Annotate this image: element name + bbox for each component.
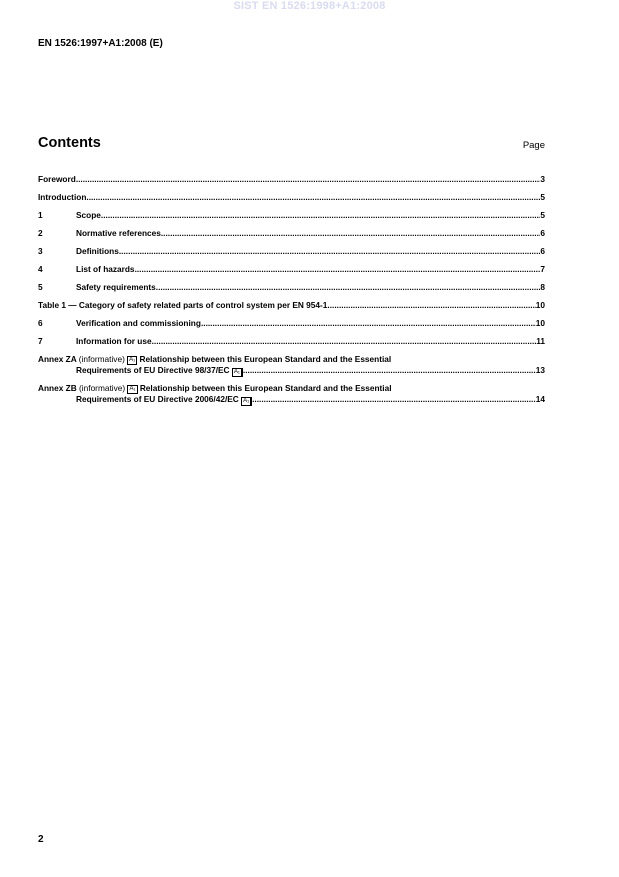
annex-title-line2: Requirements of EU Directive 98/37/EC xyxy=(76,365,230,375)
toc-entry-page: 5 xyxy=(540,210,545,220)
toc-entry-foreword[interactable] xyxy=(38,174,545,192)
toc-entry-page: 6 xyxy=(540,228,545,238)
toc-entry-page: 10 xyxy=(535,300,545,310)
toc-entry-introduction[interactable] xyxy=(38,192,545,210)
toc-entry-annex-zb[interactable] xyxy=(38,383,545,406)
watermark: SIST EN 1526:1998+A1:2008 xyxy=(233,0,386,12)
annex-label: Annex ZA xyxy=(38,354,77,364)
toc-entry-table-1[interactable] xyxy=(38,300,545,318)
toc-entry-page: 5 xyxy=(540,192,545,202)
amendment-start-marker-icon: A₁ xyxy=(129,357,136,363)
amendment-start-marker-icon: A₁ xyxy=(129,386,136,392)
toc-entry-number: 6 xyxy=(38,318,43,328)
amendment-end-marker-icon: A₁ xyxy=(241,397,252,406)
toc-entry-scope[interactable] xyxy=(38,210,545,228)
annex-title-line2: Requirements of EU Directive 2006/42/EC xyxy=(76,394,239,404)
toc-entry-page: 6 xyxy=(540,246,545,256)
toc-entry-number: 4 xyxy=(38,264,43,274)
toc-entry-number: 1 xyxy=(38,210,43,220)
toc-entry-definitions[interactable] xyxy=(38,246,545,264)
document-id: EN 1526:1997+A1:2008 (E) xyxy=(38,38,163,49)
annex-type: (informative) xyxy=(79,383,126,393)
toc-entry-title: Introduction xyxy=(38,192,87,202)
toc-entry-title: List of hazards xyxy=(76,264,135,274)
toc-entry-page: 7 xyxy=(540,264,545,274)
toc-entry-number: 5 xyxy=(38,282,43,292)
toc-entry-title: Safety requirements xyxy=(76,282,156,292)
toc-entry-page: 13 xyxy=(535,365,545,375)
page-column-label: Page xyxy=(522,140,545,151)
toc-entry-normative-references[interactable] xyxy=(38,228,545,246)
toc-entry-page: 11 xyxy=(536,336,545,346)
toc-entry-title: Foreword xyxy=(38,174,76,184)
amendment-end-marker-icon: A₁ xyxy=(232,368,243,377)
toc-entry-page: 10 xyxy=(535,318,545,328)
toc-entry-title: Scope xyxy=(76,210,101,220)
toc-entry-page: 14 xyxy=(535,394,545,404)
toc-entry-number: 2 xyxy=(38,228,43,238)
toc-entry-title: Normative references xyxy=(76,228,161,238)
annex-title-line1: Relationship between this European Standard and the Essential xyxy=(139,383,392,393)
annex-type: (informative) xyxy=(78,354,125,364)
toc-entry-title: Information for use xyxy=(76,336,152,346)
toc-entry-safety-requirements[interactable] xyxy=(38,282,545,300)
annex-label: Annex ZB xyxy=(38,383,77,393)
toc-entry-title: Definitions xyxy=(76,246,119,256)
page-number: 2 xyxy=(38,834,44,845)
contents-title: Contents xyxy=(38,135,101,151)
toc-entry-verification[interactable] xyxy=(38,318,545,336)
toc-entry-number: 7 xyxy=(38,336,43,346)
toc-entry-annex-za[interactable] xyxy=(38,354,545,377)
toc-entry-list-of-hazards[interactable] xyxy=(38,264,545,282)
toc-entry-information-for-use[interactable] xyxy=(38,336,545,354)
toc-entry-title: Verification and commissioning xyxy=(76,318,201,328)
toc-entry-page: 3 xyxy=(540,174,545,184)
toc-entry-title: Table 1 — Category of safety related parts of control system per EN 954-1 xyxy=(38,300,328,310)
table-of-contents xyxy=(38,174,545,412)
toc-entry-number: 3 xyxy=(38,246,43,256)
toc-entry-page: 8 xyxy=(540,282,545,292)
annex-title-line1: Relationship between this European Standard and the Essential xyxy=(139,354,392,364)
